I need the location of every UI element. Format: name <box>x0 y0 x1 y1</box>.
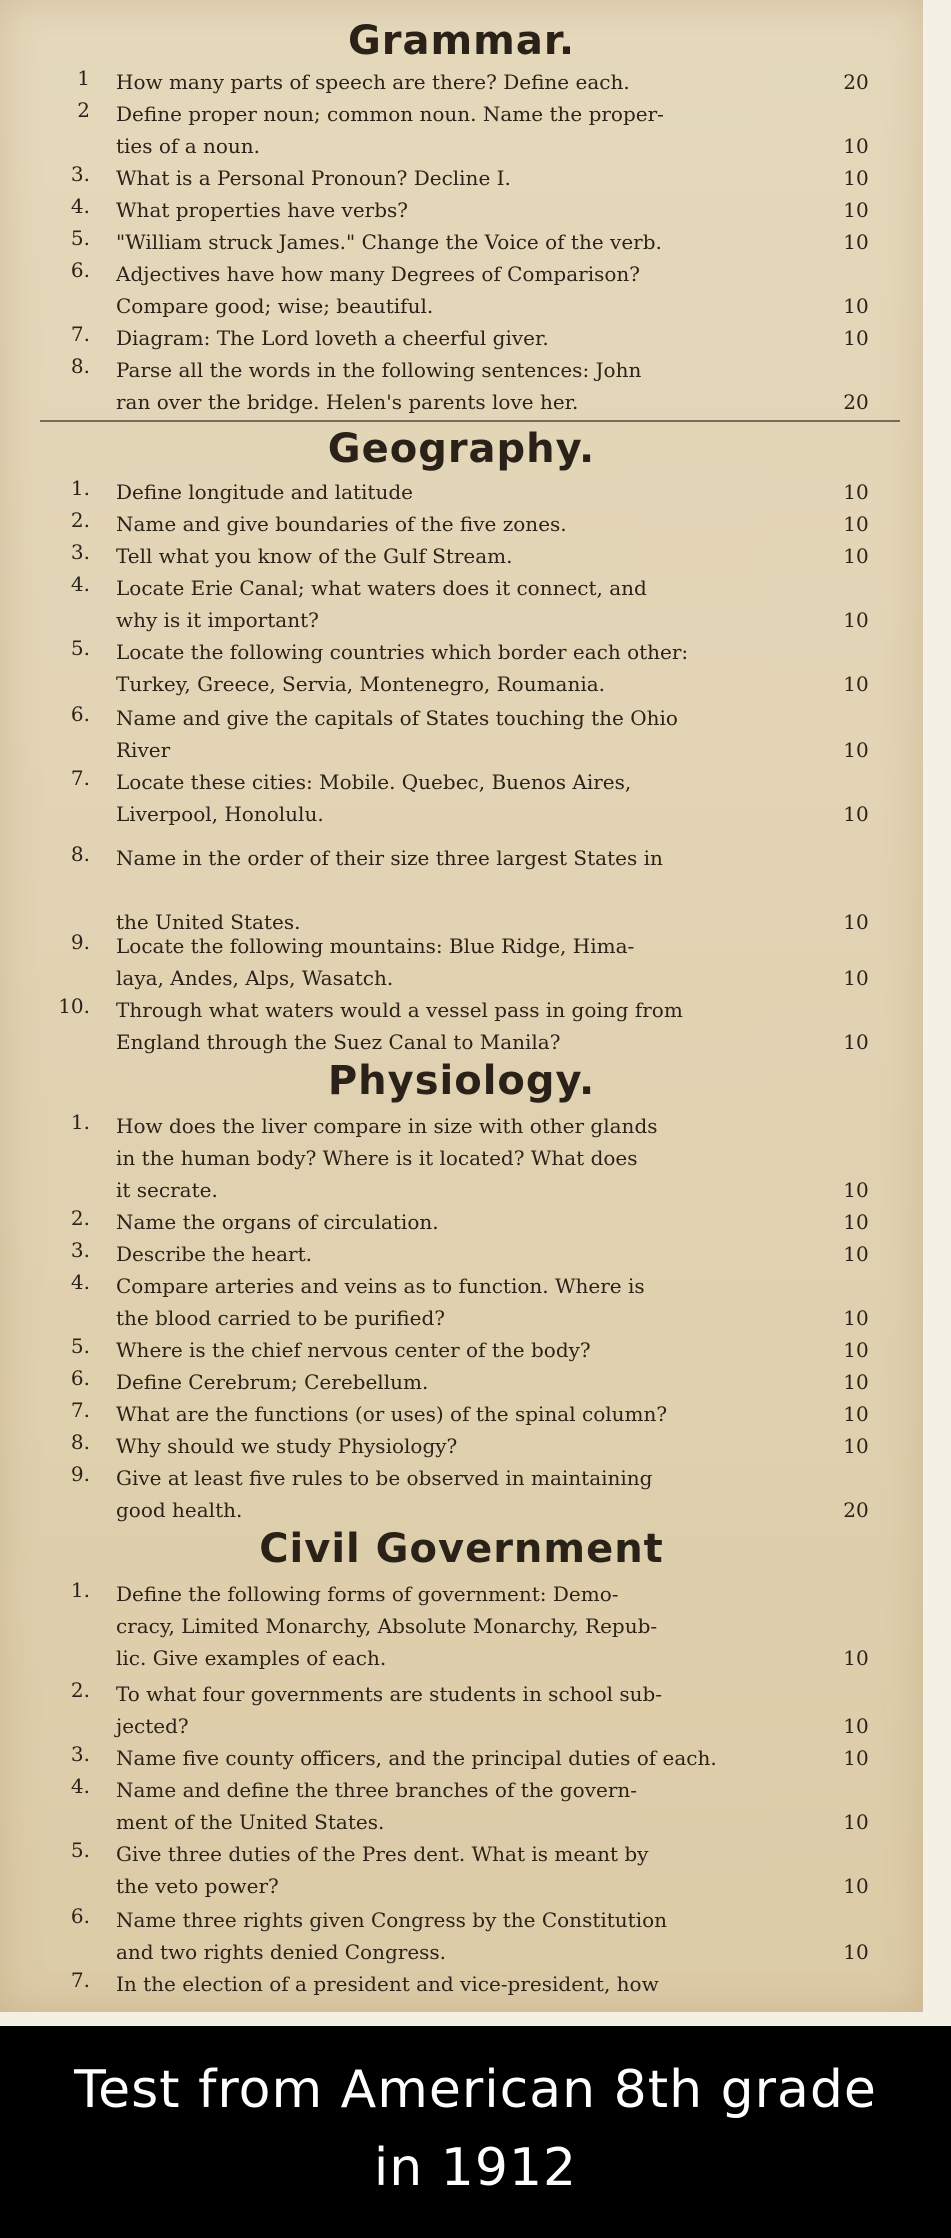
grammar-question-2 <box>30 98 910 162</box>
physiology-question-7 <box>30 1398 910 1430</box>
question-points: 10 <box>843 230 869 254</box>
question-text: Describe the heart. <box>116 1242 312 1266</box>
question-text: Compare arteries and veins as to function. Where is the blood carried to be purified? <box>116 1274 645 1330</box>
question-number: 8. <box>70 1430 90 1454</box>
question-number: 10. <box>58 994 90 1018</box>
grammar-title: Grammar. <box>347 18 576 64</box>
geography-question-2 <box>30 508 910 540</box>
question-points: 10 <box>843 1178 869 1202</box>
question-number: 1 <box>77 66 90 90</box>
question-points: 20 <box>843 390 869 414</box>
question-text: In the election of a president and vice-president, how <box>116 1972 659 1996</box>
question-points: 10 <box>843 910 869 934</box>
question-number: 4. <box>70 572 90 596</box>
question-points: 10 <box>843 326 869 350</box>
question-points: 20 <box>843 1498 869 1522</box>
grammar-question-6 <box>30 258 910 322</box>
question-text: Name the organs of circulation. <box>116 1210 439 1234</box>
geography-title: Geography. <box>327 426 596 472</box>
caption-line-2: in 1912 <box>373 2138 578 2198</box>
question-text: Locate these cities: Mobile. Quebec, Buenos Aires, Liverpool, Honolulu. <box>116 770 632 826</box>
question-points: 20 <box>843 70 869 94</box>
civil-question-1 <box>30 1578 910 1674</box>
civil-question-6 <box>30 1904 910 1968</box>
physiology-title: Physiology. <box>327 1058 596 1104</box>
question-number: 3. <box>70 162 90 186</box>
grammar-question-3 <box>30 162 910 194</box>
question-text: Why should we study Physiology? <box>116 1434 458 1458</box>
question-points: 10 <box>843 198 869 222</box>
geography-question-4 <box>30 572 910 636</box>
question-points: 10 <box>843 1940 869 1964</box>
question-text: Name in the order of their size three largest States in the United States. <box>116 846 663 934</box>
question-text: Through what waters would a vessel pass in going from England through the Suez Canal to Manila? <box>116 998 683 1054</box>
civil-question-4 <box>30 1774 910 1838</box>
question-points: 10 <box>843 966 869 990</box>
civil-government-title: Civil Government <box>259 1526 664 1572</box>
question-number: 2. <box>70 508 90 532</box>
grammar-question-8 <box>30 354 910 418</box>
question-points: 10 <box>843 608 869 632</box>
question-number: 7. <box>70 1968 90 1992</box>
question-text: Locate the following mountains: Blue Ridge, Hima- laya, Andes, Alps, Wasatch. <box>116 934 635 990</box>
question-points: 10 <box>843 1306 869 1330</box>
question-number: 6. <box>70 258 90 282</box>
question-text: Give three duties of the Pres dent. What is meant by the veto power? <box>116 1842 649 1898</box>
question-number: 3. <box>70 1742 90 1766</box>
question-number: 9. <box>70 930 90 954</box>
question-points: 10 <box>843 1402 869 1426</box>
civil-question-3 <box>30 1742 910 1774</box>
geography-question-3 <box>30 540 910 572</box>
geography-question-8 <box>30 842 910 938</box>
grammar-question-4 <box>30 194 910 226</box>
civil-question-7 <box>30 1968 910 2000</box>
question-text: Name and give boundaries of the five zones. <box>116 512 567 536</box>
question-text: Give at least five rules to be observed in maintaining good health. <box>116 1466 653 1522</box>
question-text: Define Cerebrum; Cerebellum. <box>116 1370 429 1394</box>
geography-question-5 <box>30 636 910 700</box>
paper-margin <box>923 0 951 2012</box>
physiology-question-6 <box>30 1366 910 1398</box>
question-text: Name and define the three branches of the govern- ment of the United States. <box>116 1778 638 1834</box>
question-text: Locate the following countries which border each other: Turkey, Greece, Servia, Montenegro, Roumania. <box>116 640 689 696</box>
question-text: Diagram: The Lord loveth a cheerful giver. <box>116 326 549 350</box>
question-number: 2. <box>70 1678 90 1702</box>
question-points: 10 <box>843 1338 869 1362</box>
question-number: 8. <box>70 842 90 866</box>
question-number: 6. <box>70 1904 90 1928</box>
grammar-question-1 <box>30 66 910 98</box>
question-text: What is a Personal Pronoun? Decline I. <box>116 166 511 190</box>
question-points: 10 <box>843 672 869 696</box>
grammar-question-5 <box>30 226 910 258</box>
physiology-question-1 <box>30 1110 910 1206</box>
question-text: Locate Erie Canal; what waters does it connect, and why is it important? <box>116 576 647 632</box>
question-text: Define the following forms of government: Demo- cracy, Limited Monarchy, Absolute Monarchy, Repub- lic. Give examples of each. <box>116 1582 658 1670</box>
question-points: 10 <box>843 294 869 318</box>
question-number: 2 <box>77 98 90 122</box>
question-number: 4. <box>70 1774 90 1798</box>
question-points: 10 <box>843 1874 869 1898</box>
question-number: 6. <box>70 702 90 726</box>
geography-question-7 <box>30 766 910 830</box>
question-points: 10 <box>843 738 869 762</box>
civil-question-5 <box>30 1838 910 1902</box>
question-points: 10 <box>843 512 869 536</box>
question-text: "William struck James." Change the Voice of the verb. <box>116 230 662 254</box>
question-text: Parse all the words in the following sentences: John ran over the bridge. Helen's parents love her. <box>116 358 642 414</box>
question-points: 10 <box>843 166 869 190</box>
question-text: Name and give the capitals of States touching the Ohio River <box>116 706 678 762</box>
question-number: 5. <box>70 636 90 660</box>
grammar-question-7 <box>30 322 910 354</box>
geography-question-9 <box>30 930 910 994</box>
question-number: 7. <box>70 1398 90 1422</box>
question-points: 10 <box>843 1714 869 1738</box>
question-number: 9. <box>70 1462 90 1486</box>
question-text: Define proper noun; common noun. Name the proper- ties of a noun. <box>116 102 664 158</box>
question-number: 7. <box>70 766 90 790</box>
physiology-question-8 <box>30 1430 910 1462</box>
question-text: How many parts of speech are there? Define each. <box>116 70 630 94</box>
question-number: 1. <box>70 1110 90 1134</box>
physiology-question-5 <box>30 1334 910 1366</box>
question-points: 10 <box>843 1746 869 1770</box>
question-points: 10 <box>843 1210 869 1234</box>
physiology-question-3 <box>30 1238 910 1270</box>
question-number: 3. <box>70 540 90 564</box>
question-text: Name three rights given Congress by the Constitution and two rights denied Congress. <box>116 1908 668 1964</box>
question-points: 10 <box>843 1646 869 1670</box>
question-number: 5. <box>70 1334 90 1358</box>
question-points: 10 <box>843 1242 869 1266</box>
question-points: 10 <box>843 1434 869 1458</box>
question-number: 4. <box>70 1270 90 1294</box>
question-text: What are the functions (or uses) of the spinal column? <box>116 1402 668 1426</box>
question-number: 6. <box>70 1366 90 1390</box>
question-number: 1. <box>70 476 90 500</box>
question-text: How does the liver compare in size with other glands in the human body? Where is it located? What does it secrate. <box>116 1114 658 1202</box>
question-text: Define longitude and latitude <box>116 480 413 504</box>
question-number: 3. <box>70 1238 90 1262</box>
physiology-question-2 <box>30 1206 910 1238</box>
question-points: 10 <box>843 544 869 568</box>
geography-question-10 <box>30 994 910 1058</box>
question-text: Adjectives have how many Degrees of Comparison? Compare good; wise; beautiful. <box>116 262 641 318</box>
question-number: 8. <box>70 354 90 378</box>
question-text: What properties have verbs? <box>116 198 409 222</box>
section-divider <box>40 420 900 422</box>
question-number: 4. <box>70 194 90 218</box>
question-points: 10 <box>843 1810 869 1834</box>
question-number: 2. <box>70 1206 90 1230</box>
question-number: 5. <box>70 1838 90 1862</box>
civil-question-2 <box>30 1678 910 1742</box>
question-text: Where is the chief nervous center of the body? <box>116 1338 591 1362</box>
physiology-question-4 <box>30 1270 910 1334</box>
question-text: Name five county officers, and the principal duties of each. <box>116 1746 717 1770</box>
question-points: 10 <box>843 134 869 158</box>
question-number: 5. <box>70 226 90 250</box>
geography-question-1 <box>30 476 910 508</box>
question-points: 10 <box>843 1370 869 1394</box>
question-points: 10 <box>843 480 869 504</box>
paper-margin <box>0 2012 951 2026</box>
question-text: Tell what you know of the Gulf Stream. <box>116 544 513 568</box>
question-number: 1. <box>70 1578 90 1602</box>
question-text: To what four governments are students in school sub- jected? <box>116 1682 663 1738</box>
meme-caption <box>0 2026 951 2238</box>
caption-line-1: Test from American 8th grade <box>74 2060 877 2120</box>
question-number: 7. <box>70 322 90 346</box>
question-points: 10 <box>843 802 869 826</box>
geography-question-6 <box>30 702 910 766</box>
physiology-question-9 <box>30 1462 910 1526</box>
question-points: 10 <box>843 1030 869 1054</box>
